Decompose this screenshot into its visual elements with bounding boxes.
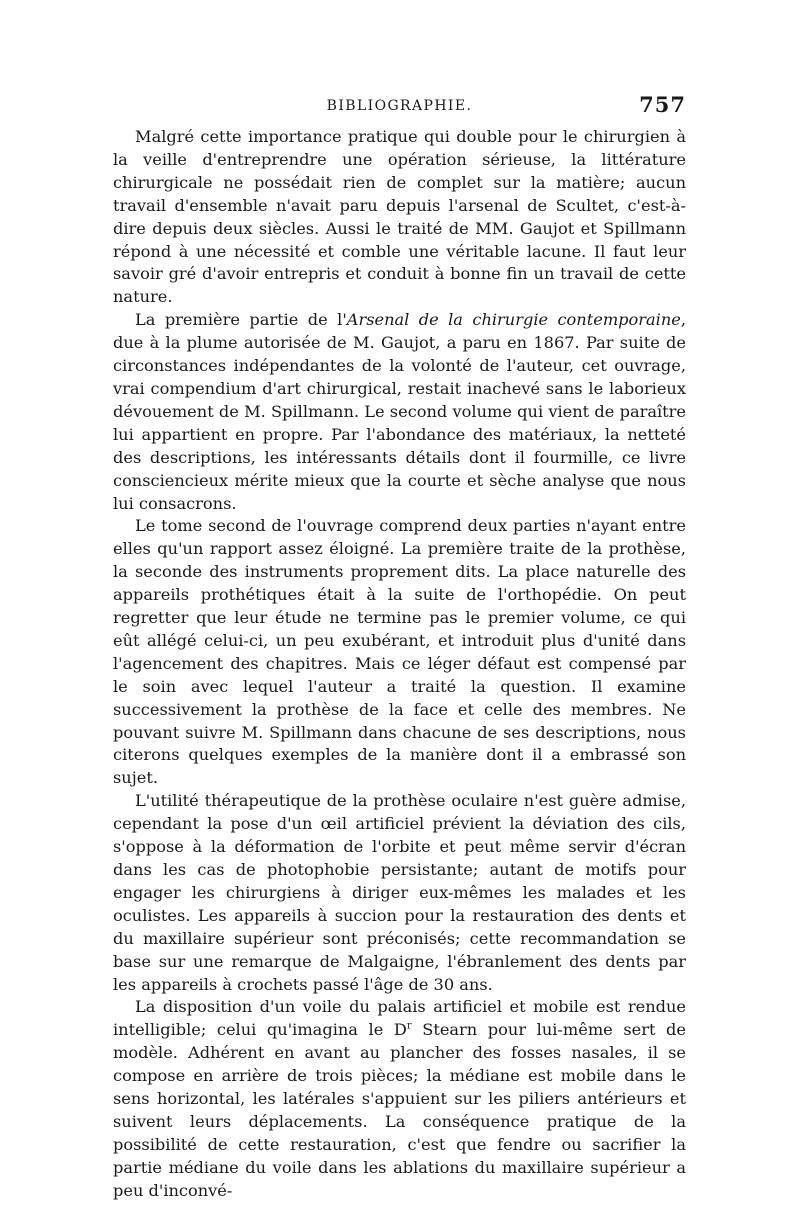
paragraph-1: Malgré cette importance pratique qui double pour le chirurgien à la veille d'entreprendre une opération sérieuse, la littérature chirurgicale ne possédait rien de complet sur la matière; aucun travail d'ensemble n'avait paru depuis l'arsenal de Scultet, c'est-à-dire depuis deux siècles. Aussi le traité de MM. Gaujot et Spillmann répond à une nécessité et comble une véritable lacune. Il faut leur savoir gré d'avoir entrepris et conduit à bonne fin un travail de cette nature.: [113, 127, 686, 307]
paragraph-2: [113, 309, 686, 515]
paragraph-4: L'utilité thérapeutique de la prothèse oculaire n'est guère admise, cependant la pose d'un œil artificiel prévient la déviation des cils, s'oppose à la déformation de l'orbite et peut même servir d'écran dans les cas de photophobie persistante; autant de motifs pour engager les chirurgiens à diriger eux-mêmes les malades et les oculistes. Les appareils à succion pour la restauration des dents et du maxillaire supérieur sont préconisés; cette recommandation se base sur une remarque de Malgaigne, l'ébranlement des dents par les appareils à crochets passé l'âge de 30 ans.: [113, 791, 686, 994]
running-head: [113, 92, 686, 126]
paragraph-5: [113, 996, 686, 1202]
paragraph-5-start: La disposition d'un voile du palais artificiel et mobile est rendue intelligible; celui qu'imagina le D: [113, 997, 686, 1040]
body-text: [113, 126, 686, 1203]
page-number: 757: [639, 92, 686, 117]
paragraph-5-rest: Stearn pour lui-même sert de modèle. Adhérent en avant au plancher des fosses nasales, il se compose en arrière de trois pièces; la médiane est mobile dans le sens horizontal, les latérales s'appuient sur les piliers antérieurs et suivent leurs déplacements. La conséquence pratique de la possibilité de cette restauration, c'est que fendre ou sacrifier la partie médiane du voile dans les ablations du maxillaire supérieur a peu d'inconvé-: [113, 1020, 686, 1200]
doctor-abbrev-superscript: r: [406, 1020, 412, 1032]
paragraph-3: Le tome second de l'ouvrage comprend deux parties n'ayant entre elles qu'un rapport assez éloigné. La première traite de la prothèse, la seconde des instruments proprement dits. La place naturelle des appareils prothétiques était à la suite de l'orthopédie. On peut regretter que leur étude ne termine pas le premier volume, ce qui eût allégé celui-ci, un peu exubérant, et introduit plus d'unité dans l'agencement des chapitres. Mais ce léger défaut est compensé par le soin avec lequel l'auteur a traité la question. Il examine successivement la prothèse de la face et celle des membres. Ne pouvant suivre M. Spillmann dans chacune de ses descriptions, nous citerons quelques exemples de la manière dont il a embrassé son sujet.: [113, 516, 686, 788]
running-title: BIBLIOGRAPHIE.: [326, 98, 473, 114]
paragraph-2-start: La première partie de l': [135, 310, 347, 330]
book-title-italic: Arsenal de la chirurgie contemporaine: [346, 310, 681, 330]
book-page: [113, 92, 686, 1203]
paragraph-2-rest: , due à la plume autorisée de M. Gaujot, a paru en 1867. Par suite de circonstances indépendantes de la volonté de l'auteur, cet ouvrage, vrai compendium d'art chirurgical, restait inachevé sans le laborieux dévouement de M. Spillmann. Le second volume qui vient de paraître lui appartient en propre. Par l'abondance des matériaux, la netteté des descriptions, les intéressants détails dont il fourmille, ce livre consciencieux mérite mieux que la courte et sèche analyse que nous lui consacrons.: [113, 310, 686, 513]
